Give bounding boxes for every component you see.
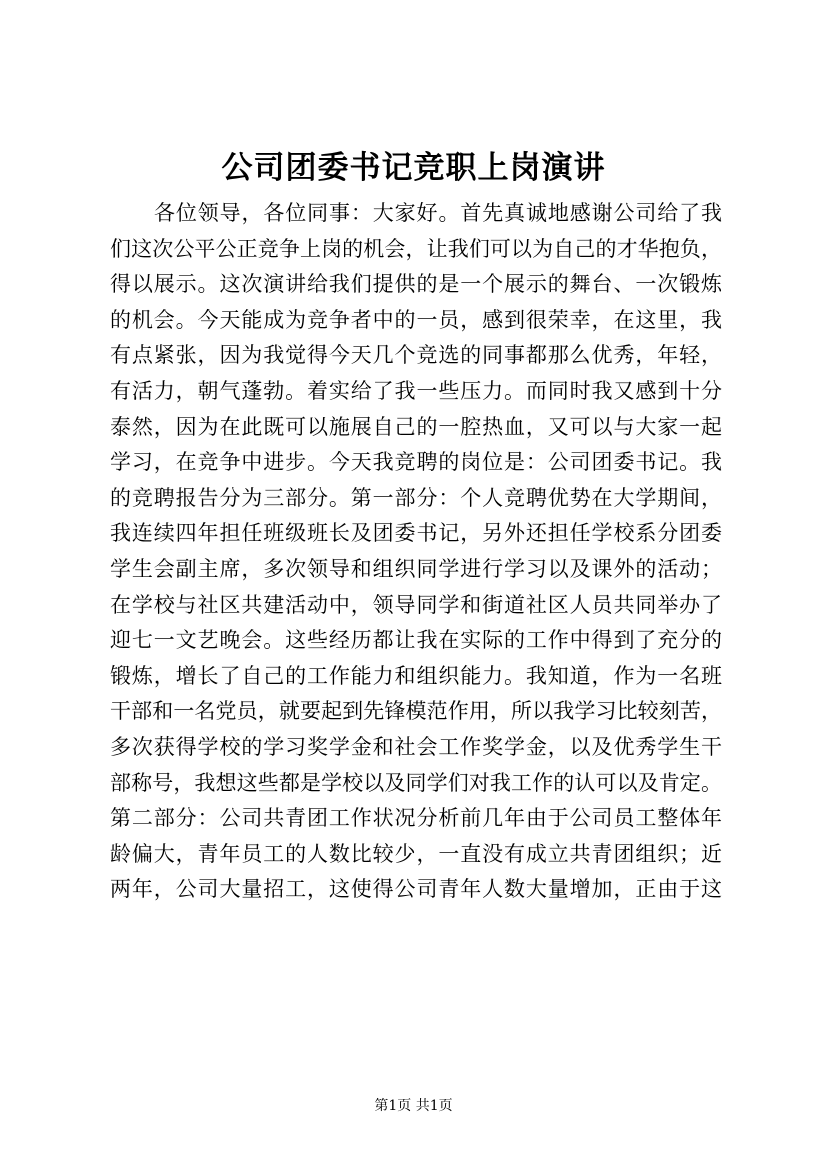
body-line: 两年，公司大量招工，这使得公司青年人数大量增加，正由于这 bbox=[110, 877, 722, 902]
body-line: 部称号，我想这些都是学校以及同学们对我工作的认可以及肯定。 bbox=[110, 770, 722, 795]
body-line: 学生会副主席，多次领导和组织同学进行学习以及课外的活动； bbox=[110, 556, 722, 581]
page-number-footer: 第1页 共1页 bbox=[374, 1098, 453, 1114]
document-body bbox=[110, 196, 722, 908]
body-line: 锻炼，增长了自己的工作能力和组织能力。我知道，作为一名班 bbox=[110, 663, 722, 688]
body-line: 干部和一名党员，就要起到先锋模范作用，所以我学习比较刻苦， bbox=[110, 699, 722, 724]
body-line: 有点紧张，因为我觉得今天几个竞选的同事都那么优秀，年轻， bbox=[110, 343, 722, 368]
body-line: 的竞聘报告分为三部分。第一部分：个人竞聘优势在大学期间， bbox=[110, 485, 722, 510]
body-line: 泰然，因为在此既可以施展自己的一腔热血，又可以与大家一起 bbox=[110, 414, 722, 439]
body-line: 们这次公平公正竞争上岗的机会，让我们可以为自己的才华抱负， bbox=[110, 236, 722, 261]
body-line: 多次获得学校的学习奖学金和社会工作奖学金，以及优秀学生干 bbox=[110, 734, 722, 759]
body-line: 龄偏大，青年员工的人数比较少，一直没有成立共青团组织；近 bbox=[110, 841, 722, 866]
body-line: 得以展示。这次演讲给我们提供的是一个展示的舞台、一次锻炼 bbox=[110, 272, 722, 297]
body-line: 我连续四年担任班级班长及团委书记，另外还担任学校系分团委 bbox=[110, 521, 722, 546]
document-title: 公司团委书记竞职上岗演讲 bbox=[221, 150, 606, 186]
body-line: 的机会。今天能成为竞争者中的一员，感到很荣幸，在这里，我 bbox=[110, 307, 722, 332]
body-line: 有活力，朝气蓬勃。着实给了我一些压力。而同时我又感到十分 bbox=[110, 378, 722, 403]
body-line: 迎七一文艺晚会。这些经历都让我在实际的工作中得到了充分的 bbox=[110, 628, 722, 653]
body-line: 各位领导，各位同事：大家好。首先真诚地感谢公司给了我 bbox=[154, 201, 722, 225]
body-line: 在学校与社区共建活动中，领导同学和街道社区人员共同举办了 bbox=[110, 592, 722, 617]
body-line: 第二部分：公司共青团工作状况分析前几年由于公司员工整体年 bbox=[110, 806, 722, 831]
body-line: 学习，在竞争中进步。今天我竞聘的岗位是：公司团委书记。我 bbox=[110, 450, 722, 475]
